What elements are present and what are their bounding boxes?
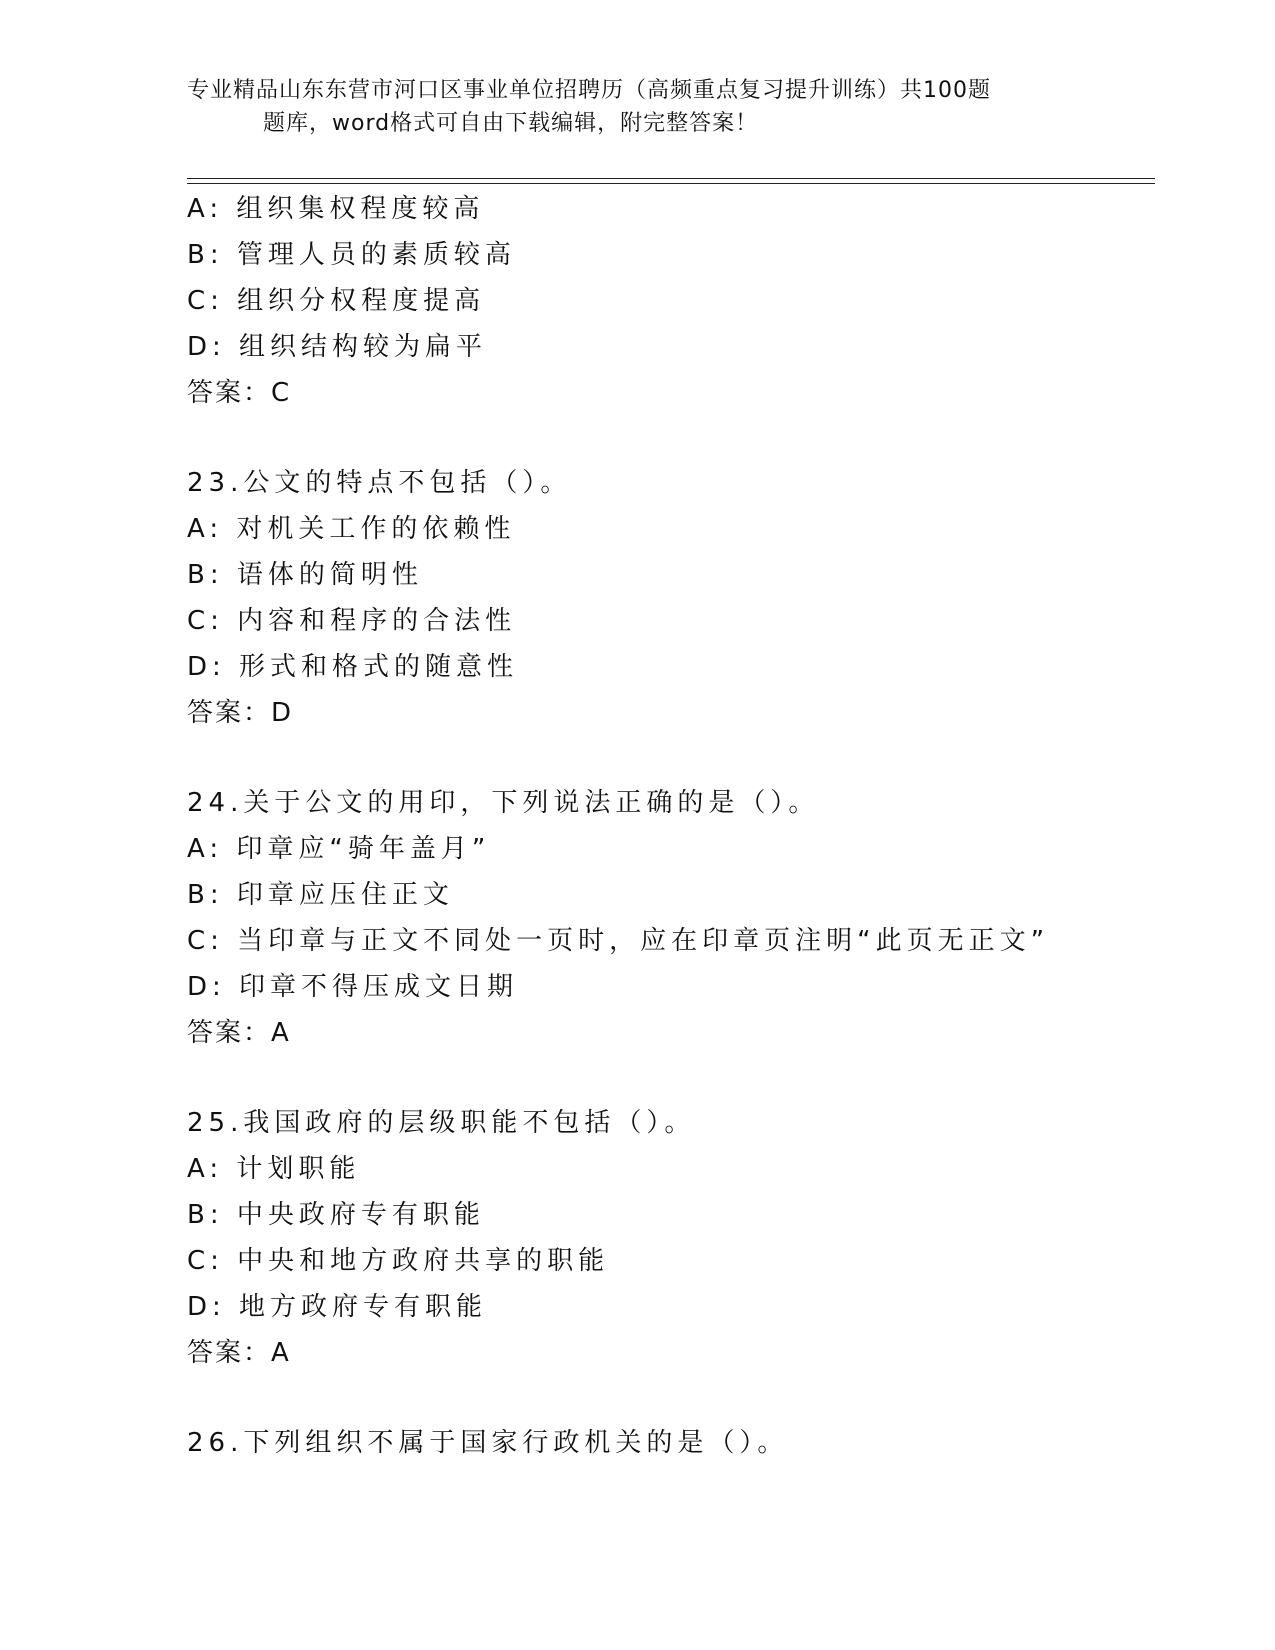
option-a: A: 对机关工作的依赖性 [187,514,516,544]
document-title-line-1: 专业精品山东东营市河口区事业单位招聘历（高频重点复习提升训练）共100题 [187,78,991,103]
document-header [187,74,1087,140]
answer-line: 答案：A [187,1018,291,1048]
option-a: A: 印章应“骑年盖月” [187,834,491,864]
option-d: D: 印章不得压成文日期 [187,972,519,1002]
option-d: D: 组织结构较为扁平 [187,332,488,362]
question-block-25 [187,1100,1187,1376]
spacer [187,736,1187,780]
question-text: 25.我国政府的层级职能不包括（）。 [187,1108,696,1138]
question-text: 23.公文的特点不包括（）。 [187,468,572,498]
spacer [187,1376,1187,1420]
document-title-line-2: 题库，word格式可自由下载编辑，附完整答案！ [263,111,759,136]
question-block-24 [187,780,1187,1056]
option-c: C: 当印章与正文不同处一页时，应在印章页注明“此页无正文” [187,926,1050,956]
question-block-23 [187,460,1187,736]
option-a: A: 组织集权程度较高 [187,194,485,224]
option-b: B: 中央政府专有职能 [187,1200,485,1230]
question-block-26 [187,1420,1187,1466]
question-list [187,186,1187,1466]
option-b: B: 管理人员的素质较高 [187,240,516,270]
header-divider-top [187,178,1155,179]
spacer [187,1056,1187,1100]
question-block-22 [187,186,1187,416]
option-a: A: 计划职能 [187,1154,361,1184]
option-b: B: 印章应压住正文 [187,880,454,910]
header-divider-bottom [187,183,1155,184]
option-c: C: 中央和地方政府共享的职能 [187,1246,610,1276]
answer-line: 答案：A [187,1338,291,1368]
option-c: C: 内容和程序的合法性 [187,606,517,636]
answer-line: 答案：C [187,378,292,408]
question-text: 26.下列组织不属于国家行政机关的是（）。 [187,1428,789,1458]
option-c: C: 组织分权程度提高 [187,286,486,316]
option-b: B: 语体的简明性 [187,560,423,590]
option-d: D: 形式和格式的随意性 [187,652,519,682]
option-d: D: 地方政府专有职能 [187,1292,488,1322]
answer-line: 答案：D [187,698,294,728]
spacer [187,416,1187,460]
question-text: 24.关于公文的用印，下列说法正确的是（）。 [187,788,820,818]
